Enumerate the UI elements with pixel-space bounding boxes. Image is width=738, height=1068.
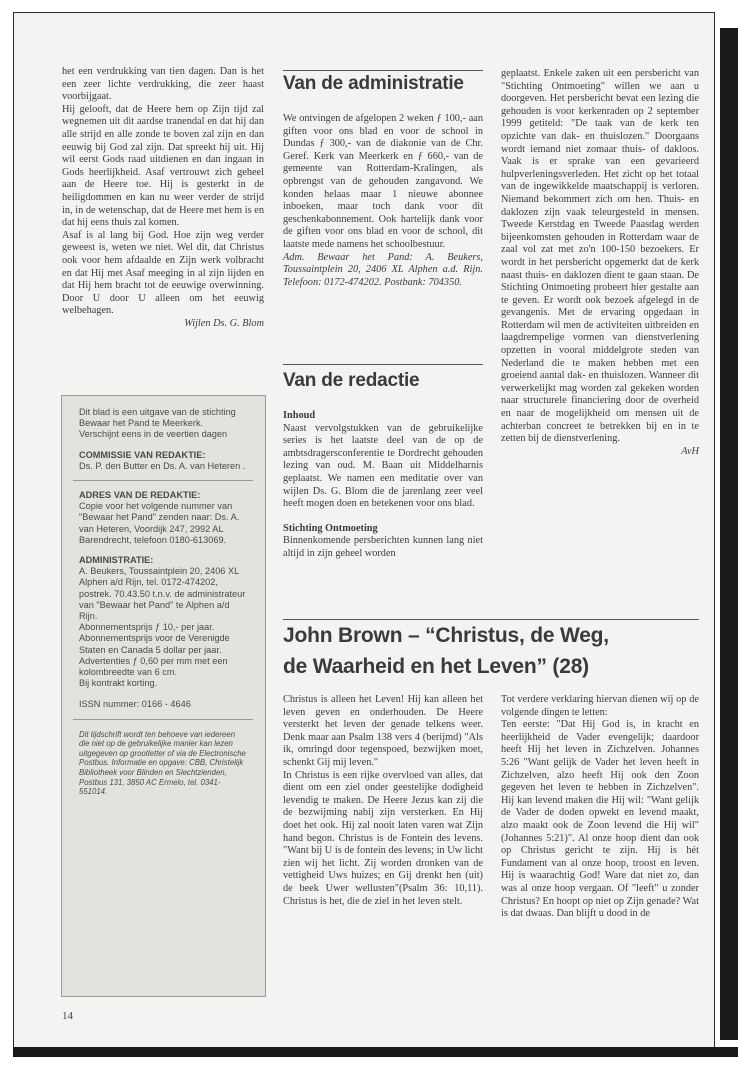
admin-text: A. Beukers, Toussaintplein 20, 2406 XL Alphen a/d Rijn, tel. 0172-474202, postrek. 70.43.50 t.n.v. de administrateur van "Bewaar het Pand" te Alphen a/d Rijn. xyxy=(79,566,246,622)
redactie-title: Van de redactie xyxy=(283,370,420,391)
commissie-text: Ds. P. den Butter en Ds. A. van Heteren . xyxy=(79,460,246,471)
author-signature: AvH xyxy=(681,445,699,457)
colophon-box xyxy=(61,395,266,997)
right-column xyxy=(501,68,699,458)
divider xyxy=(73,719,253,720)
advertenties: Advertenties ƒ 0,60 per mm met een kolombreedte van 6 cm. xyxy=(79,655,228,678)
commissie-heading: COMMISSIE VAN REDAKTIE: xyxy=(79,449,206,460)
paragraph: Naast vervolgstukken van de gebruikelijke series is het laatste deel van de op de ambtsdragersconferentie te Dordrecht gehouden lezing van oud. M. Baan uit Middelharnis geplaatst. We namen een meditatie over van wijlen Ds. G. Blom die de jarenlang zeer veel heeft mogen doen en betekenen voor ons blad. xyxy=(283,422,483,510)
paragraph: Ten eerste: "Dat Hij God is, in kracht en heerlijkheid de Vader evengelijk; daardoor heeft Hij het leven in Zichzelven. Johannes 5:26 "Want gelijk de Vader het leven heeft in Zichzelven, alzo heeft Hij ook den Zoon gegeven het leven te hebben in Zichzelven". Hij kan levend maken die Hij wil: "Want gelijk de Vader de doden opwekt en levend maakt, alzo maakt ook de Zoon levend die Hij wil" (Johannes 5:21)". Al onze hoop dient dan ook op Christus gericht te zijn. Hij is hét Fundament van al onze hoop, troost en leven. Hij is waarachtig God! Ware dat niet zo, dan was al onze hoop vergaan. Of "leeft" u zonder Christus? En hoopt op niet op Zijn genade? Wat is dat dwaas. Dan blijft u dood in de xyxy=(501,719,699,920)
page-number: 14 xyxy=(62,1010,73,1022)
administratie-title: Van de administratie xyxy=(283,73,464,94)
korting: Bij kontrakt korting. xyxy=(79,678,158,689)
stichting-heading: Stichting Ontmoeting xyxy=(283,522,378,534)
john-brown-title-line2: de Waarheid en het Leven” (28) xyxy=(283,655,589,678)
admin-heading: ADMINISTRATIE: xyxy=(79,555,154,566)
paragraph: het een verdrukking van tien dagen. Dan is het een zeer lichte verdrukking, die zeer haast voorbijgaat. xyxy=(62,66,264,103)
scan-edge-right xyxy=(720,28,738,1040)
scan-edge-bottom xyxy=(13,1047,738,1057)
colophon-footnote: Dit tijdschrift wordt ten behoeve van iedereen die niet op de gebruikelijke manier kan lezen uitgegeven op grootletter of via de Electronische Postbus. Informatie en opgave: CBB, Christelijk Bibliotheek voor Blinden en Slechtzienden, Postbus 131, 3850 AC Ermelo, tel. 0341-551014. xyxy=(79,729,246,797)
colophon-frequency: Verschijnt eens in de veertien dagen xyxy=(79,429,228,440)
paragraph: Tot verdere verklaring hiervan dienen wij op de volgende dingen te letten: xyxy=(501,694,699,718)
paragraph: Hij gelooft, dat de Heere hem op Zijn tijd zal wegnemen uit dit aardse tranendal en dat hij dan alle strijd en alle zonde te boven zal zijn en dan eeuwig bij God zal zijn. Dat spreekt hij uit. Hij wil eerst Gods raad uitdienen en dan ingaan in Gods heerlijkheid. Asaf vertrouwt zich geheel aan de Heere toe. Hij is gesterkt in de heiligdommen en kan nu weer verder de strijd in, in de wetenschap, dat de Heere met hem is en dat hij eens thuis zal komen. xyxy=(62,103,264,229)
left-column xyxy=(62,66,264,330)
paragraph: Asaf is al lang bij God. Hoe zijn weg verder geweest is, weten we niet. Wel dit, dat Christus ook voor hem afdaalde en Zijn werk volbracht en dat Hij met Asaf meeging in al zijn lijden en dat Hij hem bracht tot de eeuwige overwinning. Door U door U alleen om het eeuwig welbehagen. xyxy=(62,229,264,317)
address-text: Adm. Bewaar het Pand: A. Beukers, Toussaintplein 20, 2406 XL Alphen a.d. Rijn. Telefoon: 0172-474202. Postbank: 704350. xyxy=(283,251,483,288)
rule xyxy=(283,364,483,365)
author-signature: Wijlen Ds. G. Blom xyxy=(184,317,264,329)
abonnement-nl: Abonnementsprijs ƒ 10,- per jaar. xyxy=(79,622,215,633)
colophon-intro: Dit blad is een uitgave van de stichting Bewaar het Pand te Meerkerk. xyxy=(79,407,236,429)
john-brown-title-line1: John Brown – “Christus, de Weg, xyxy=(283,624,609,647)
rule xyxy=(283,619,699,620)
john-brown-col1 xyxy=(283,694,483,908)
adres-text: Copie voor het volgende nummer van "Bewaar het Pand" zenden naar: Ds. A. van Heteren, Voordijk 247, 2992 AL Barendrecht, telefoon 0180-613069. xyxy=(79,501,240,545)
paragraph: geplaatst. Enkele zaken uit een persbericht van "Stichting Ontmoeting" willen we aan u doorgeven. Het persbericht bevat een lezing die gehouden is voor kerkenraden op 2 september 1999 getiteld: "De taak van de kerk ten opzichte van dak- en thuislozen." Doorgaans wordt iemand niet zomaar thuis- of dakloos. Vaak is er sprake van een gevarieerd hulpverleningsverleden. Het zicht op het totaal van de ingewikkelde maatschappij is verloren. Niemand bekommert zich om hen. Thuis- en daklozen zijn vaak teleurgesteld in mensen. Tweede Kerstdag en Tweede Paasdag werden bijeenkomsten gehouden in Rotterdam waar de zaal vol zat met zo'n 100-150 bezoekers. Er wordt in het persbericht opgemerkt dat de kerk naast thuis- en daklozen dient te gaan staan. De Stichting Ontmoeting probeert hier gestalte aan te geven. Er wordt ook bezoek afgelegd in de gevangenis. Met de ervaring opgedaan in Rotterdam wil men de activiteiten uitbreiden en laagdrempelige vormen van dienstverlening opzetten in vooral middelgrote steden van Nederland die te maken hebben met een groeiend aantal dak- en thuislozen. Wanneer dit verwerkelijkt mag worden zal gekeken worden naar structurele financiering door de overheid en naar de mogelijkheid om mensen uit de achterban concreet te betrekken bij en in te zetten bij de dienstverlening. xyxy=(501,68,699,445)
administratie-body xyxy=(283,113,483,289)
adres-heading: ADRES VAN DE REDAKTIE: xyxy=(79,490,201,501)
john-brown-col2 xyxy=(501,694,699,921)
abonnement-abroad: Abonnementsprijs voor de Verenigde Staten en Canada 5 dollar per jaar. xyxy=(79,633,230,655)
inhoud-heading: Inhoud xyxy=(283,410,316,421)
rule xyxy=(283,70,483,71)
paragraph: We ontvingen de afgelopen 2 weken ƒ 100,- aan giften voor ons blad en voor de school in Dundas ƒ 300,- van de diakonie van de Chr. Geref. Kerk van Meerkerk en ƒ 660,- van de gemeente van Rotterdam-Kralingen, als opbrengst van de gehouden zangavond. We konden helaas maar 1 nieuwe abonnee inboeken, maar toch dank voor dit geschenkabonnement. Ook hartelijk dank voor de giften voor ons blad en voor de school, dit laatste mede namens het schoolbestuur. xyxy=(283,113,483,250)
paragraph: Binnenkomende persberichten kunnen lang niet altijd in zijn geheel worden xyxy=(283,535,483,559)
redactie-body xyxy=(283,410,483,561)
issn: ISSN nummer: 0166 - 4646 xyxy=(79,699,191,710)
paragraph: In Christus is een rijke overvloed van alles, dat dient om een ziel onder geestelijke dodigheid levendig te maken. De Heere Jezus kan zij die de bezwijming nabij zijn versterken. En Hij doet het ook. Hij zal nooit laten varen wat Zijn hand begon. Christus is de Fontein des levens. "Want bij U is de fontein des levens; in Uw licht zien wij het licht. Zij worden dronken van de vettigheid Uws huizes; en Gij drenkt hen (uit) de beek Uwer wellusten"(Psalm 36: 10,11). Christus is het, die de ziel in het leven stelt. xyxy=(283,769,483,907)
divider xyxy=(73,480,253,481)
paragraph: Christus is alleen het Leven! Hij kan alleen het leven geven en onderhouden. De Heere versterkt het leven der genade telkens weer. Denk maar aan Psalm 138 vers 4 (berijmd) "Als ik, omringd door tegenspoed, bezwijken moet, schenkt Gij mij leven." xyxy=(283,694,483,768)
